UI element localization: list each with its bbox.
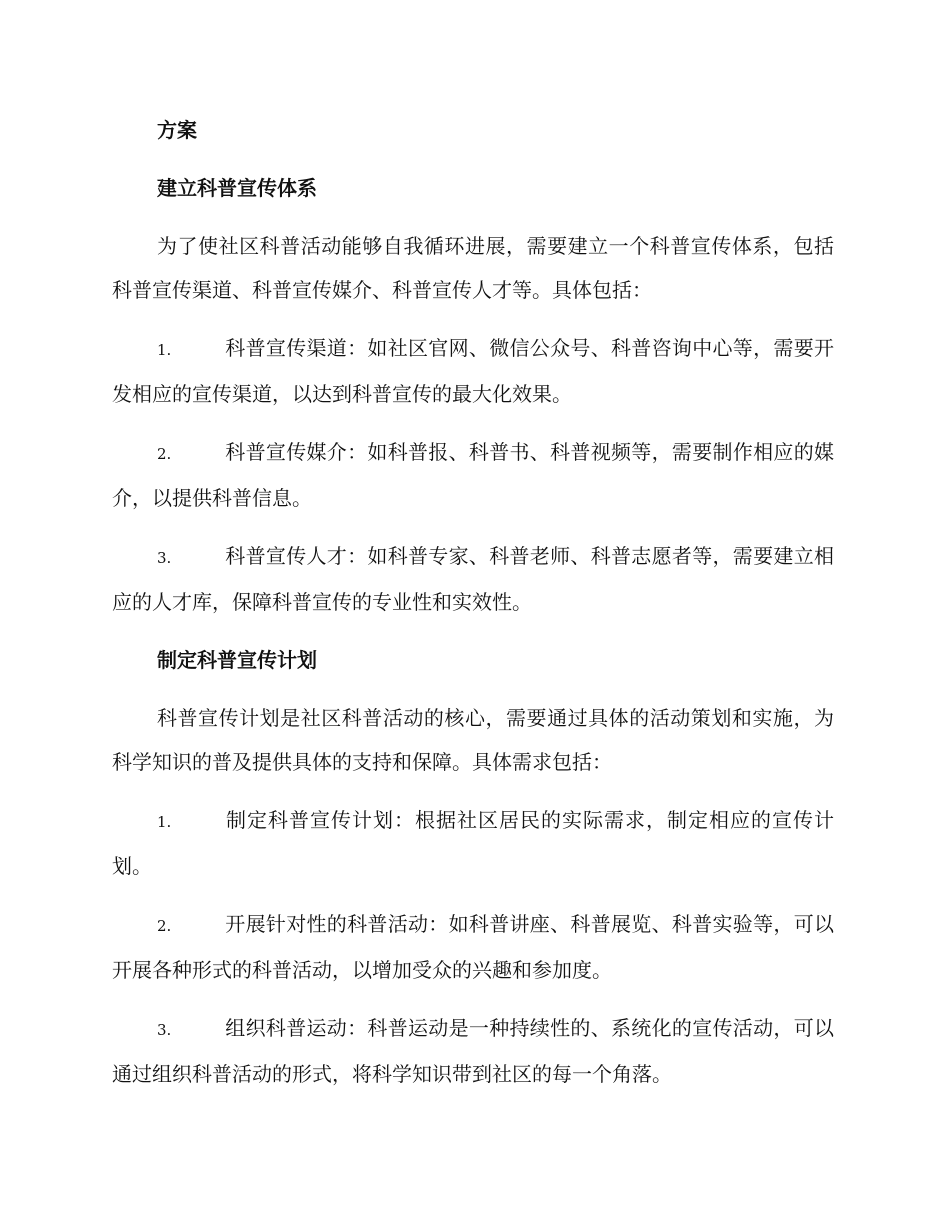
list-item-text: 开展针对性的科普活动：如科普讲座、科普展览、科普实验等，可以开展各种形式的科普活动，以增加受众的兴趣和参加度。 (112, 912, 834, 982)
list-item-number: 2. (157, 917, 172, 935)
list-item-text: 科普宣传人才：如科普专家、科普老师、科普志愿者等，需要建立相应的人才库，保障科普宣传的专业性和实效性。 (112, 544, 834, 614)
list-item-text: 科普宣传渠道：如社区官网、微信公众号、科普咨询中心等，需要开发相应的宣传渠道，以达到科普宣传的最大化效果。 (112, 336, 834, 406)
list-item-text: 制定科普宣传计划：根据社区居民的实际需求，制定相应的宣传计划。 (112, 808, 834, 878)
list-item-number: 2. (157, 445, 172, 463)
section-heading-1: 建立科普宣传体系 (157, 176, 317, 200)
list-item-number: 1. (157, 813, 172, 831)
list-item (112, 326, 834, 416)
list-item (112, 534, 834, 624)
section-intro-2: 科普宣传计划是社区科普活动的核心，需要通过具体的活动策划和实施，为科学知识的普及提供具体的支持和保障。具体需求包括： (112, 706, 834, 774)
list-item-number: 1. (157, 341, 172, 359)
document-title: 方案 (157, 118, 197, 142)
list-item (112, 430, 834, 520)
list-item-number: 3. (157, 549, 172, 567)
list-item-number: 3. (157, 1021, 172, 1039)
list-item (112, 1006, 834, 1096)
list-item-text: 科普宣传媒介：如科普报、科普书、科普视频等，需要制作相应的媒介，以提供科普信息。 (112, 440, 834, 510)
list-item (112, 798, 834, 888)
section-heading-2: 制定科普宣传计划 (157, 648, 317, 672)
list-item (112, 902, 834, 992)
list-item-text: 组织科普运动：科普运动是一种持续性的、系统化的宣传活动，可以通过组织科普活动的形式，将科学知识带到社区的每一个角落。 (112, 1016, 834, 1086)
section-intro-1: 为了使社区科普活动能够自我循环进展，需要建立一个科普宣传体系，包括科普宣传渠道、科普宣传媒介、科普宣传人才等。具体包括： (112, 234, 834, 302)
document-page (112, 108, 834, 1110)
